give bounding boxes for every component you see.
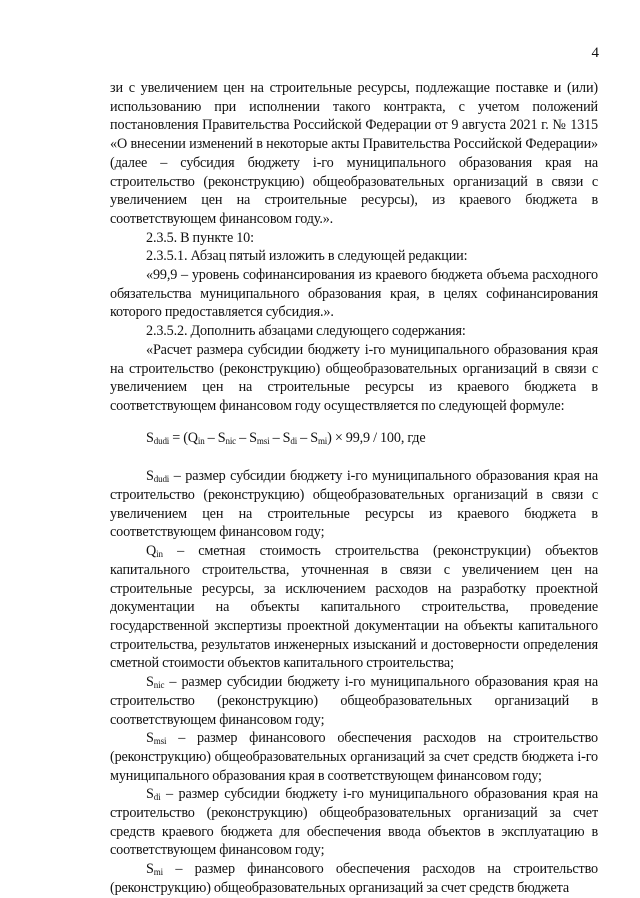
definition-s-mi: $S_{mi}$ – размер финансового обеспечения расходов на строительство (реконструкцию) общеобразовательных организаций за счет средств бюджета	[110, 861, 598, 896]
definition-s-di: $S_{di}$ – размер субсидии бюджету i-го муниципального образования края на строительство (реконструкцию) общеобразовательных организаций за счет средств краевого бюджета для обеспечения ввода объектов в эксплуатацию в соответствующем финансовом году;	[110, 786, 598, 859]
definition-s-msi: $S_{msi}$ – размер финансового обеспечения расходов на строительство (реконструкцию) общеобразовательных организаций за счет средств бюджета i-го муниципального образования края в соответствующем финансовом году;	[110, 730, 598, 784]
definition-q-in: $Q_{in}$ – сметная стоимость строительства (реконструкции) объектов капитального строительства, уточненная в связи с увеличением цен на строительные ресурсы, за исключением расходов на разработку проектной документации на объекты капитального строительства, проведение государственной экспертизы проектной документации на объекты капитального строительства, результатов инженерных изысканий и достоверности определения сметной стоимости объектов капитального строительства;	[110, 543, 598, 672]
paragraph-item-2-3-5: 2.3.5. В пункте 10:	[146, 229, 254, 246]
paragraph-continuation: зи с увеличением цен на строительные ресурсы, подлежащие поставке и (или) использованию при исполнении такого контракта, с учетом положений постановления Правительства Российской Федерации от 9 августа 2021 г. № 1315 «О внесении изменений в некоторые акты Правительства Российской Федерации» (далее – субсидия бюджету i-го муниципального образования края на строительство (реконструкцию) общеобразовательных организаций в связи с увеличением цен на строительные ресурсы), из краевого бюджета в соответствующем финансовом году.».	[110, 80, 598, 227]
definition-s-nic: $S_{nic}$ – размер субсидии бюджету i-го муниципального образования края на строительство (реконструкцию) общеобразовательных организаций в соответствующем финансовом году;	[110, 674, 598, 728]
paragraph-item-2-3-5-1: 2.3.5.1. Абзац пятый изложить в следующей редакции:	[146, 248, 468, 265]
paragraph-item-2-3-5-2: 2.3.5.2. Дополнить абзацами следующего содержания:	[146, 323, 466, 340]
definition-s-dudi: $S_{dudi}$ – размер субсидии бюджету i-го муниципального образования края на строительство (реконструкцию) общеобразовательных организаций в связи с увеличением цен на строительные ресурсы из краевого бюджета в соответствующем финансовом году;	[110, 468, 598, 541]
subsidy-formula: $S_{dudi} = (Q_{in} - S_{nic} - S_{msi} - S_{di} - S_{mi}) \times 99,9 / 100$, где	[146, 429, 426, 446]
paragraph-cofinancing-level: «99,9 – уровень софинансирования из краевого бюджета объема расходного обязательства муниципального образования края, в целях софинансирования которого предоставляется субсидия.».	[110, 267, 598, 321]
page-number: 4	[591, 45, 599, 61]
document-body	[110, 79, 598, 898]
paragraph-calculation-intro: «Расчет размера субсидии бюджету i-го муниципального образования края на строительство (реконструкцию) общеобразовательных организаций в связи с увеличением цен на строительные ресурсы из краевого бюджета в соответствующем финансовом году осуществляется по следующей формуле:	[110, 341, 598, 414]
